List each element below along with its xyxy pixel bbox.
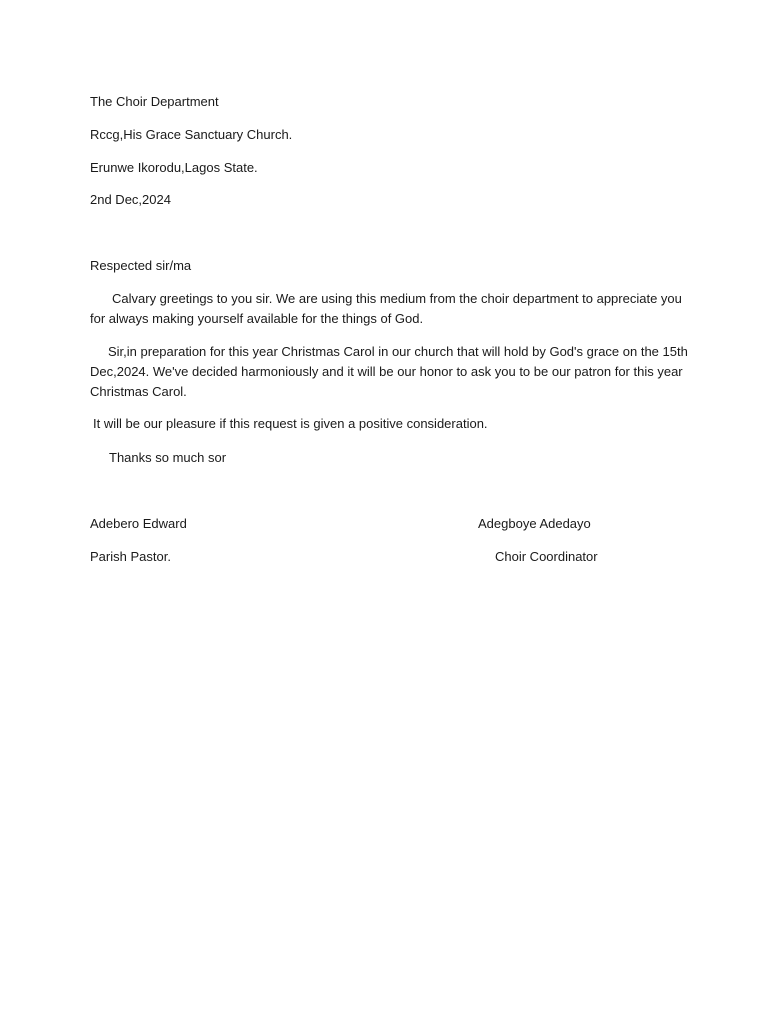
signatory-right-title: Choir Coordinator [495, 549, 598, 564]
salutation: Respected sir/ma [90, 258, 192, 273]
sender-church: Rccg,His Grace Sanctuary Church. [90, 127, 293, 142]
body-paragraph-request: Sir,in preparation for this year Christmas Carol in our church that will hold by God's grace on the 15th Dec,2024. We've decided harmoniously and it will be our honor to ask you to be our patron for this year Christmas Carol. [90, 344, 688, 399]
body-paragraph-consideration: It will be our pleasure if this request is given a positive consideration. [93, 416, 488, 431]
sender-department: The Choir Department [90, 94, 219, 109]
signatory-right-name: Adegboye Adedayo [478, 516, 591, 531]
sender-address: Erunwe Ikorodu,Lagos State. [90, 160, 258, 175]
body-paragraph-greeting: Calvary greetings to you sir. We are using this medium from the choir department to appreciate you for always making yourself available for the things of God. [90, 291, 682, 326]
closing-remark: Thanks so much sor [109, 450, 227, 465]
signatory-left-title: Parish Pastor. [90, 549, 171, 564]
letter-date: 2nd Dec,2024 [90, 192, 171, 207]
signatory-left-name: Adebero Edward [90, 516, 187, 531]
